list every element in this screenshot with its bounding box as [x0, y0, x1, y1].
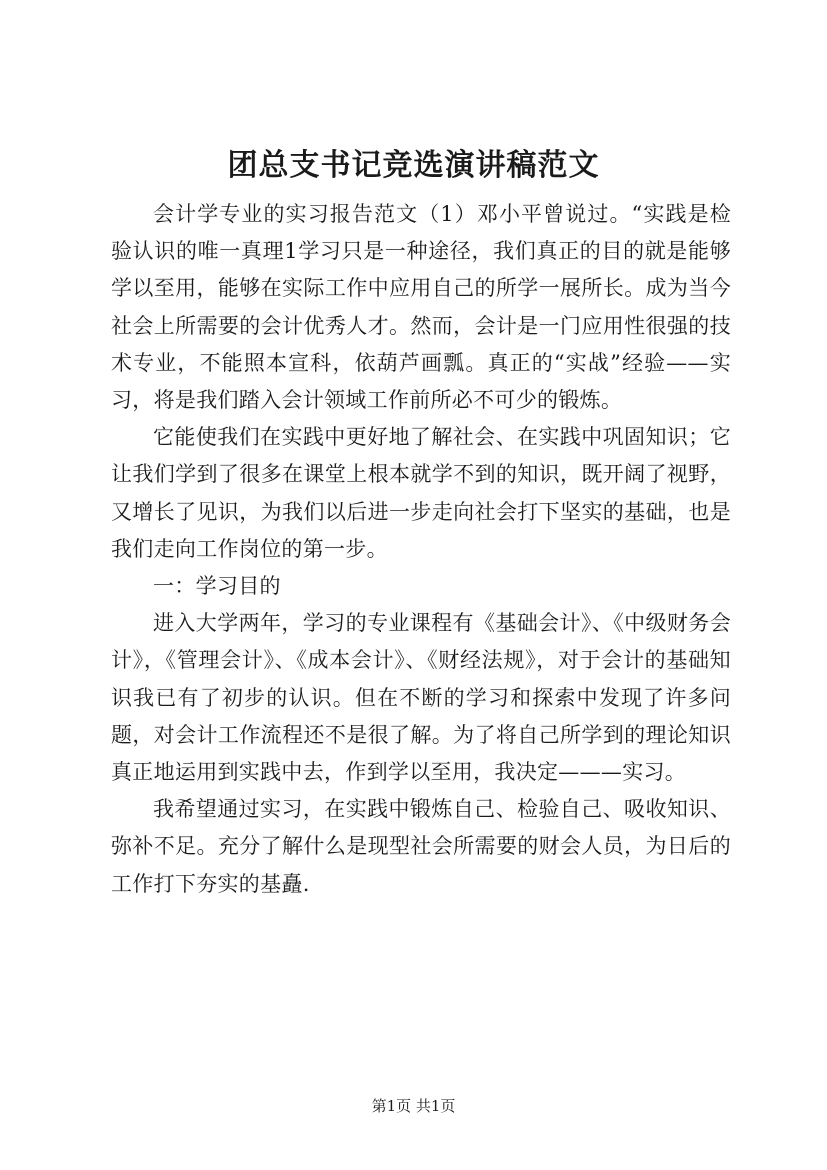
paragraph-1: 会计学专业的实习报告范文（1）邓小平曾说过。“实践是检验认识的唯一真理1学习只是一种途径，我们真正的目的就是能够学以至用，能够在实际工作中应用自己的所学一展所长。成为当今社会上所需要的会计优秀人才。然而，会计是一门应用性很强的技术专业，不能照本宣科，依葫芦画瓢。真正的“实战”经验——实习，将是我们踏入会计领域工作前所必不可少的锻炼。: [111, 202, 731, 413]
paragraph-4: 我希望通过实习，在实践中锻炼自己、检验自己、吸收知识、弥补不足。充分了解什么是现型社会所需要的财会人员，为日后的工作打下夯实的基矗.: [111, 797, 731, 896]
paragraph-2: 它能使我们在实践中更好地了解社会、在实践中巩固知识；它让我们学到了很多在课堂上根本就学不到的知识，既开阔了视野，又增长了见识，为我们以后进一步走向社会打下坚实的基础，也是我们走向工作岗位的第一步。: [111, 425, 731, 561]
page-footer: 第1页 共1页: [371, 1097, 456, 1115]
section-heading-study-purpose: 一：学习目的: [153, 574, 281, 599]
paragraph-3: 进入大学两年，学习的专业课程有《基础会计》、《中级财务会计》，《管理会计》、《成本会计》、《财经法规》，对于会计的基础知识我已有了初步的认识。但在不断的学习和探索中发现了许多问题，对会计工作流程还不是很了解。为了将自己所学到的理论知识真正地运用到实践中去，作到学以至用，我决定———实习。: [111, 611, 731, 785]
document-title: 团总支书记竞选演讲稿范文: [227, 148, 600, 183]
document-body: [111, 196, 731, 903]
